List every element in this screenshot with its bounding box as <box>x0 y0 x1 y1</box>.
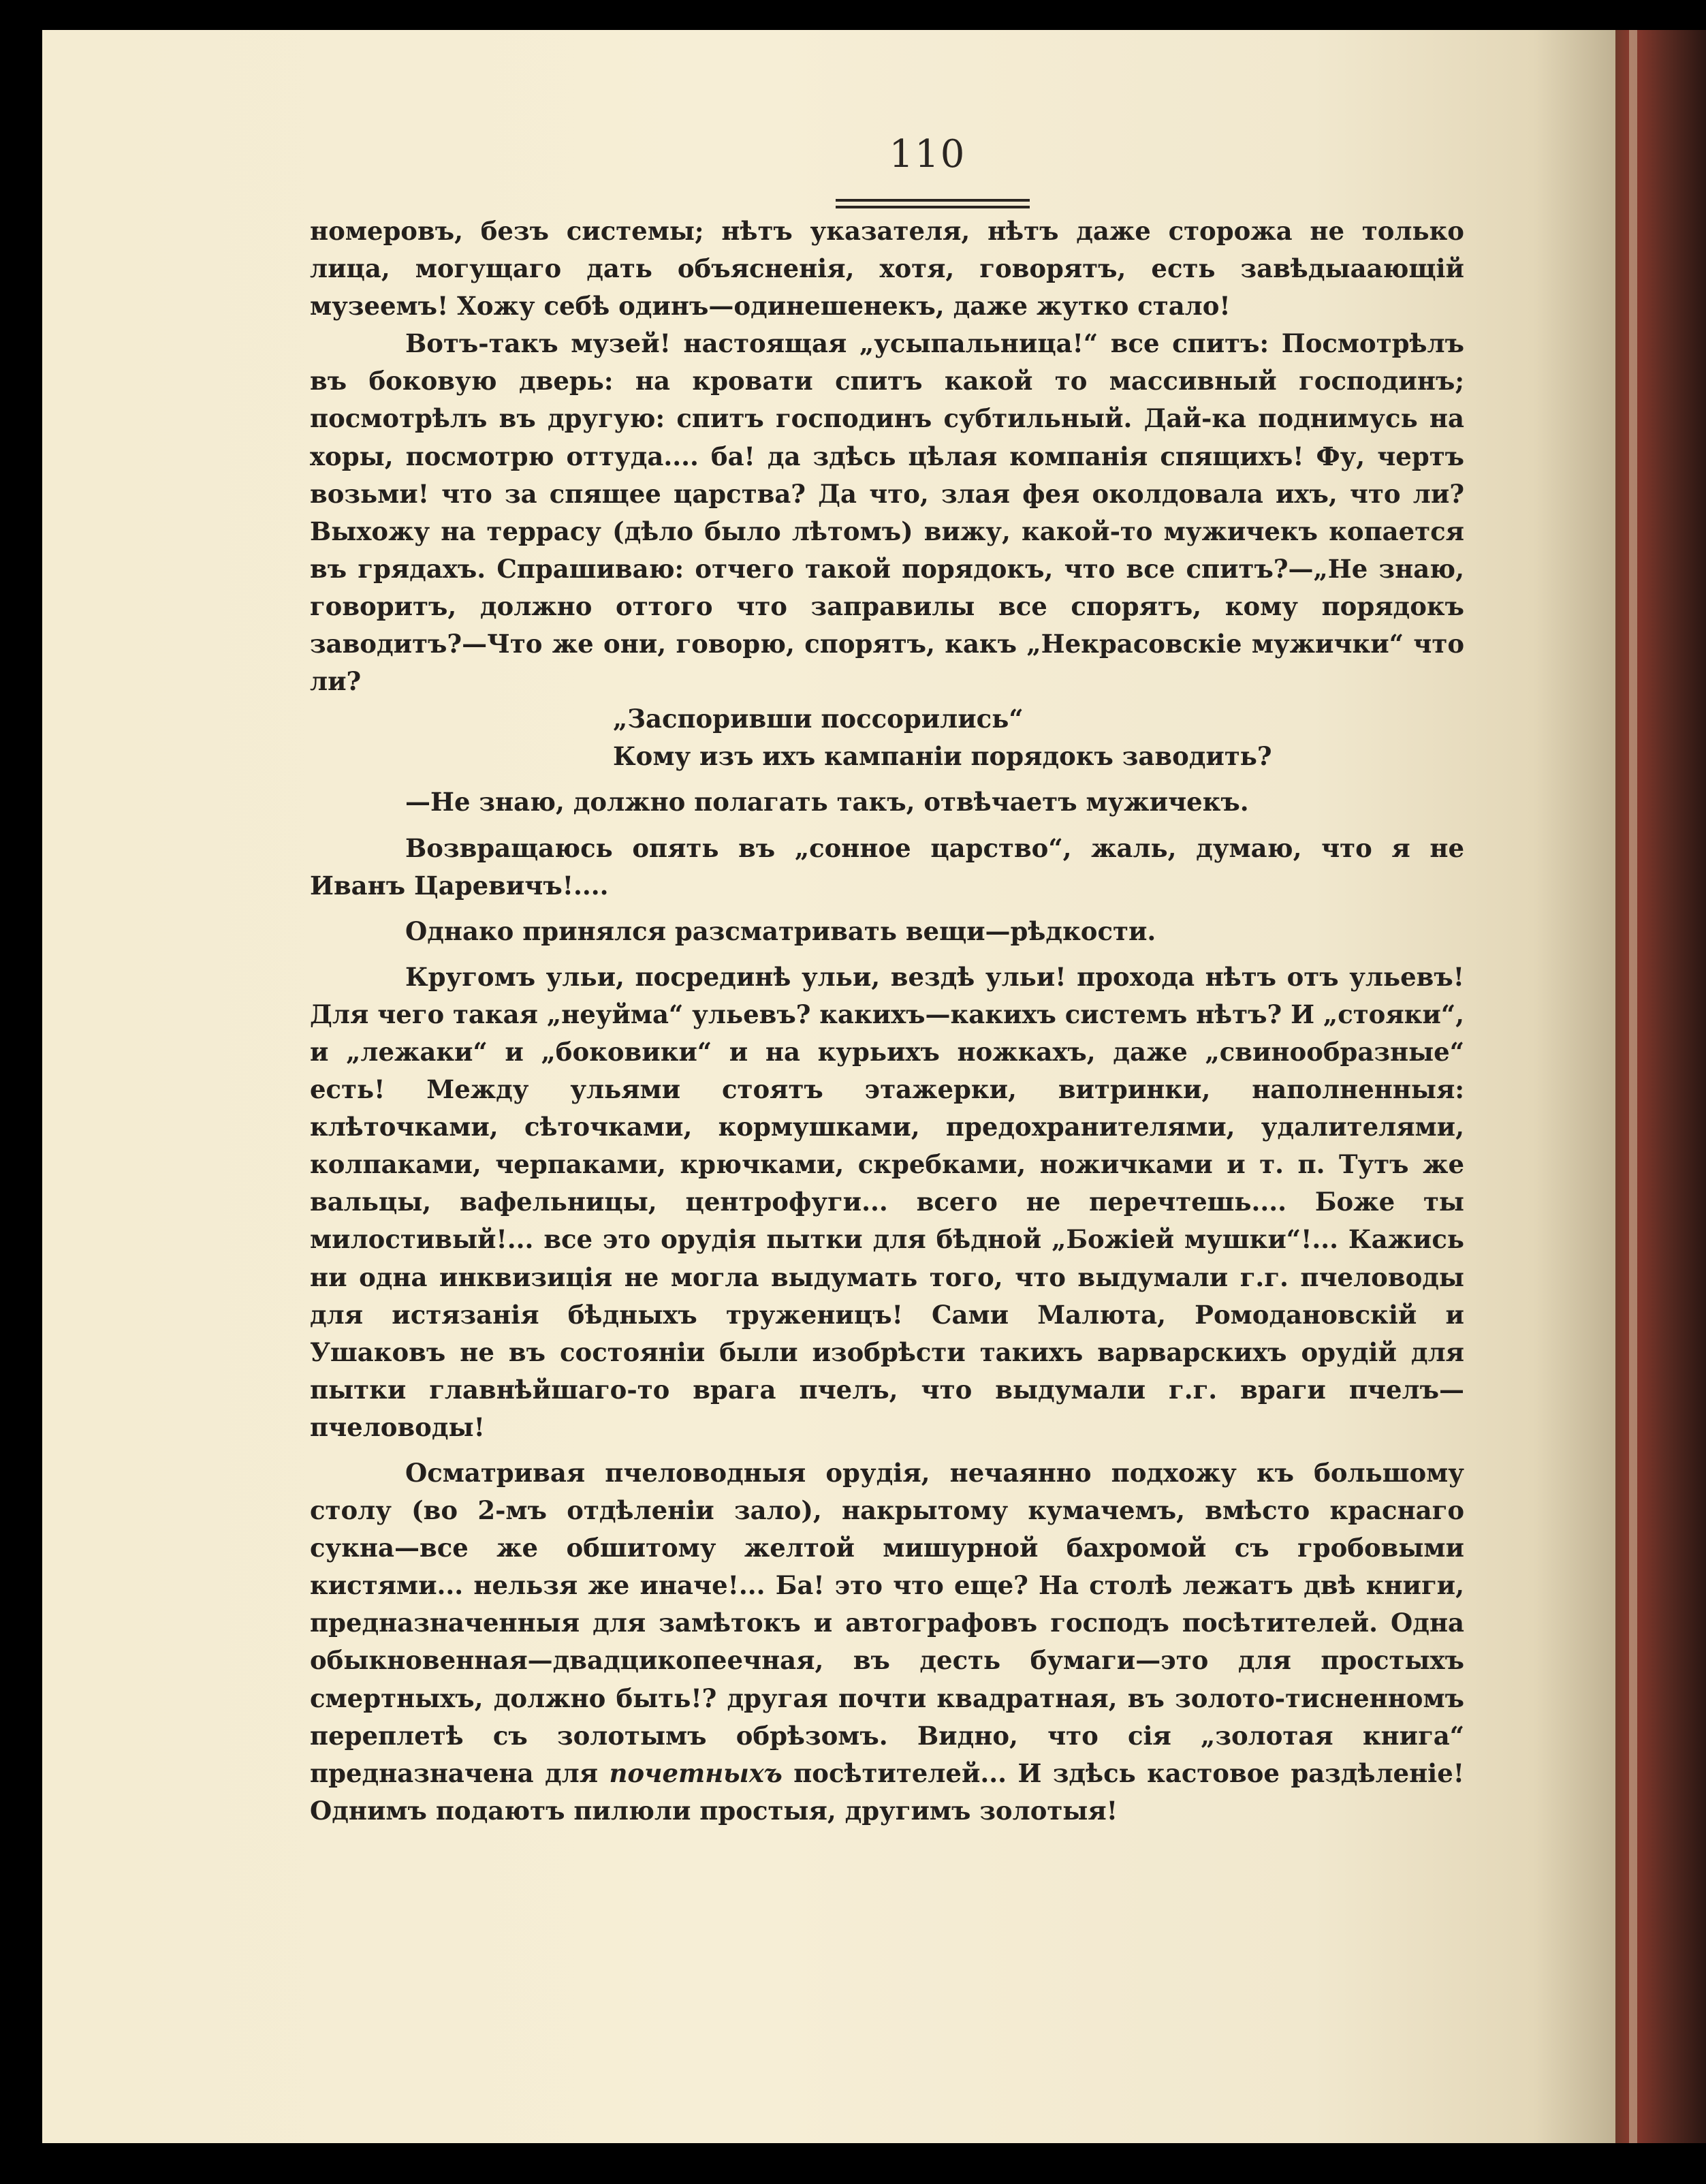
emphasis-text: почетныхъ <box>609 1758 783 1788</box>
paragraph: Возвращаюсь опять въ „сонное царство“, жаль, думаю, что я не Иванъ Царевичъ!.... <box>310 832 1464 901</box>
paragraph: номеровъ, безъ системы; нѣтъ указателя, нѣтъ даже сторожа не только лица, могущаго дать объясненія, хотя, говорятъ, есть завѣдыаающій музеемъ! Хожу себѣ одинъ—одинешенекъ, даже жутко стало! <box>310 216 1464 322</box>
header-rule <box>836 206 1030 208</box>
paragraph-text: посѣтителей... И здѣсь кастовое раздѣленіе! Однимъ подаютъ пилюли простыя, другимъ золотыя! <box>310 1758 1465 1826</box>
paragraph: Однако принялся разсматривать вещи—рѣдкости. <box>405 916 1156 946</box>
header-rule <box>836 199 1030 202</box>
body-text <box>310 213 1464 1830</box>
paragraph: Кругомъ ульи, посрединѣ ульи, вездѣ ульи! прохода нѣтъ отъ ульевъ! Для чего такая „неуйма“ ульевъ? какихъ—какихъ системъ нѣтъ? И „стояки“, и „лежаки“ и „боковики“ и на курьихъ ножкахъ, даже „свинообразные“ есть! Между ульями стоятъ этажерки, витринки, наполненныя: клѣточками, сѣточками, кормушками, предохранителями, удалителями, колпаками, черпаками, крючками, скребками, ножичками и т. п. Тутъ же вальцы, вафельницы, центрофуги... всего не перечтешь.... Боже ты милостивый!... все это орудія пытки для бѣдной „Божіей мушки“!... Кажись ни одна инквизиція не могла выдумать того, что выдумали г.г. пчеловоды для истязанія бѣдныхъ труженицъ! Сами Малюта, Ромодановскій и Ушаковъ не въ состояніи были изобрѣсти такихъ варварскихъ орудій для пытки главнѣйшаго-то врага пчелъ, что выдумали г.г. враги пчелъ—пчеловоды! <box>310 961 1464 1442</box>
page-number: 110 <box>889 132 966 176</box>
page-edge <box>1629 30 1637 2143</box>
verse-line: Кому изъ ихъ кампаніи порядокъ заводить? <box>613 741 1272 772</box>
verse-line: „Заспоривши поссорились“ <box>613 704 1024 734</box>
page-header <box>42 132 1706 176</box>
paragraph: —Не знаю, должно полагать такъ, отвѣчаетъ мужичекъ. <box>405 787 1249 817</box>
paragraph <box>310 1454 1464 1830</box>
paragraph-text: Осматривая пчеловодныя орудія, нечаянно подхожу къ большому столу (во 2-мъ отдѣленіи зало), накрытому кумачемъ, вмѣсто краснаго сукна—все же обшитому желтой мишурной бахромой съ гробовыми кистями... нельзя же иначе!... Ба! это что еще? На столѣ лежатъ двѣ книги, предназначенныя для замѣтокъ и автографовъ господъ посѣтителей. Одна обыкновенная—двадцикопеечная, въ десть бумаги—это для простыхъ смертныхъ, должно быть!? другая почти квадратная, въ золото-тисненномъ переплетѣ съ золотымъ обрѣзомъ. Видно, что сія „золотая книга“ предназначена для <box>310 1458 1464 1788</box>
paragraph: Вотъ-такъ музей! настоящая „усыпальница!“ все спитъ: Посмотрѣлъ въ боковую дверь: на кровати спитъ какой то массивный господинъ; посмотрѣлъ въ другую: спитъ господинъ субтильный. Дай-ка поднимусь на хоры, посмотрю оттуда.... ба! да здѣсь цѣлая компанія спящихъ! Фу, чертъ возьми! что за спящее царства? Да что, злая фея околдовала ихъ, что ли? Выхожу на террасу (дѣло было лѣтомъ) вижу, какой-то мужичекъ копается въ грядахъ. Спрашиваю: отчего такой порядокъ, что все спитъ?—„Не знаю, говоритъ, должно оттого что заправилы все спорятъ, кому порядокъ заводитъ?—Что же они, говорю, спорятъ, какъ „Некрасовскіе мужички“ что ли? <box>310 328 1464 697</box>
